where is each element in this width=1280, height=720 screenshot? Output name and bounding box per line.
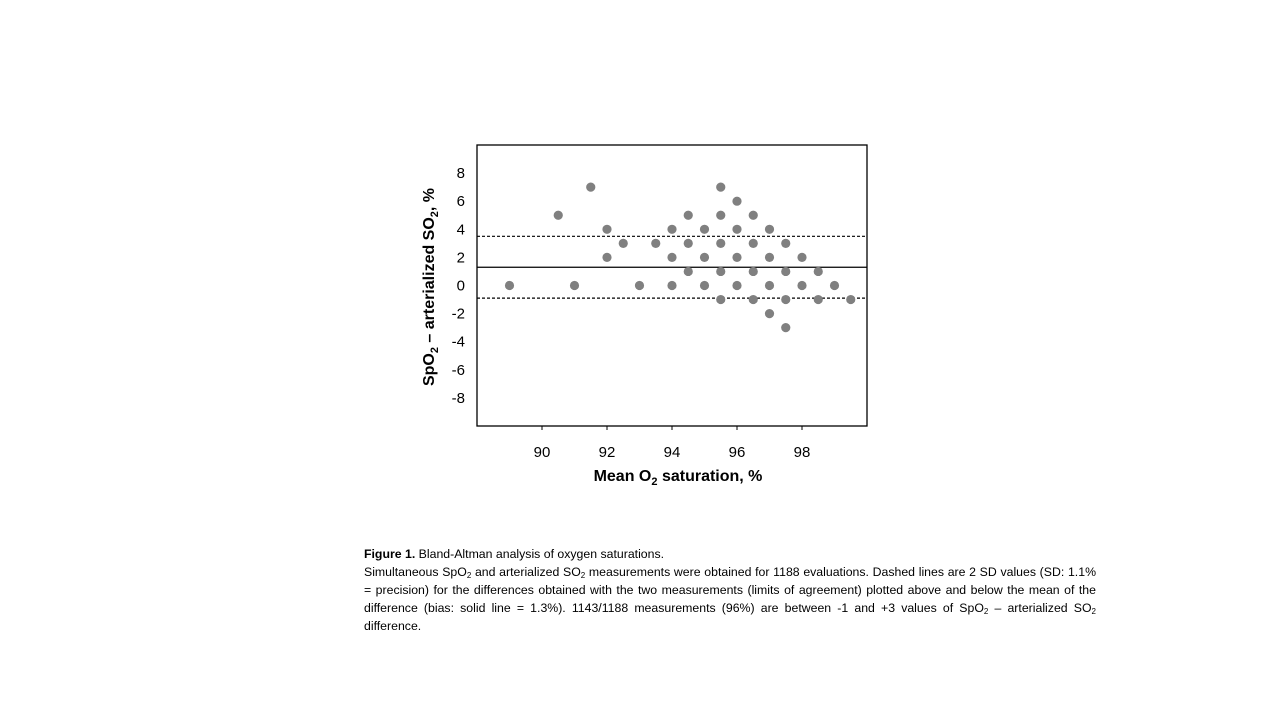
y-tick-label: -8	[451, 389, 465, 407]
data-point	[732, 197, 741, 206]
x-tick-label: 90	[533, 444, 551, 461]
data-point	[716, 211, 725, 220]
y-tick-label: 2	[456, 249, 465, 267]
data-point	[797, 253, 806, 262]
data-point	[797, 281, 806, 290]
data-point	[716, 183, 725, 192]
y-tick-label: -2	[451, 305, 465, 323]
data-point	[619, 239, 628, 248]
data-point	[684, 211, 693, 220]
data-point	[765, 253, 774, 262]
data-point	[635, 281, 644, 290]
data-point	[749, 211, 758, 220]
data-point	[570, 281, 579, 290]
data-point	[602, 225, 611, 234]
figure-label: Figure 1.	[364, 547, 416, 561]
data-point	[749, 239, 758, 248]
data-point	[749, 295, 758, 304]
data-point	[732, 253, 741, 262]
data-point	[554, 211, 563, 220]
data-points	[505, 183, 855, 333]
y-axis-ticks	[452, 165, 465, 407]
data-point	[716, 239, 725, 248]
data-point	[846, 295, 855, 304]
x-tick-label: 98	[793, 444, 811, 461]
data-point	[781, 323, 790, 332]
data-point	[716, 267, 725, 276]
data-point	[505, 281, 514, 290]
data-point	[765, 309, 774, 318]
y-tick-label: -6	[451, 361, 465, 379]
data-point	[684, 267, 693, 276]
data-point	[651, 239, 660, 248]
data-point	[700, 225, 709, 234]
x-tick-label: 96	[728, 444, 746, 461]
data-point	[732, 281, 741, 290]
data-point	[700, 253, 709, 262]
data-point	[586, 183, 595, 192]
data-point	[781, 239, 790, 248]
data-point	[667, 225, 676, 234]
x-tick-label: 94	[663, 444, 681, 461]
data-point	[781, 267, 790, 276]
y-tick-label: 6	[456, 193, 465, 211]
data-point	[765, 225, 774, 234]
data-point	[667, 253, 676, 262]
data-point	[765, 281, 774, 290]
data-point	[716, 295, 725, 304]
caption-body: Simultaneous SpO$_2$ and arterialized $SO_2$ measurements were obtained for 1188 evaluations. Dashed lines are 2 SD values (SD: 1.1% = precision) for the differences obtained with the two measurements (limits of agreement) plotted above and below the mean of the difference (bias: solid line = 1.3%). 1143/1188 measurements (96%) are between -1 and +3 values of SpO$_2$ – arterialized $SO_2$ difference.	[364, 565, 1096, 633]
data-point	[684, 239, 693, 248]
figure-caption	[364, 545, 1096, 635]
y-tick-label: -4	[451, 333, 465, 351]
data-point	[667, 281, 676, 290]
y-tick-label: 8	[456, 165, 465, 183]
data-point	[814, 267, 823, 276]
y-tick-label: 4	[456, 221, 465, 239]
y-tick-label: 0	[456, 277, 465, 295]
y-axis-title: SpO$_2$ – arterialized $SO_2$, %	[421, 187, 441, 387]
caption-title-line	[364, 545, 1096, 563]
data-point	[749, 267, 758, 276]
data-point	[602, 253, 611, 262]
x-tick-label: 92	[598, 444, 616, 461]
x-axis-title: Mean $O_2$ saturation, %	[593, 468, 763, 488]
x-axis-ticks	[534, 426, 811, 461]
caption-title: Bland-Altman analysis of oxygen saturations.	[415, 547, 665, 561]
data-point	[814, 295, 823, 304]
data-point	[830, 281, 839, 290]
data-point	[700, 281, 709, 290]
data-point	[781, 295, 790, 304]
data-point	[732, 225, 741, 234]
